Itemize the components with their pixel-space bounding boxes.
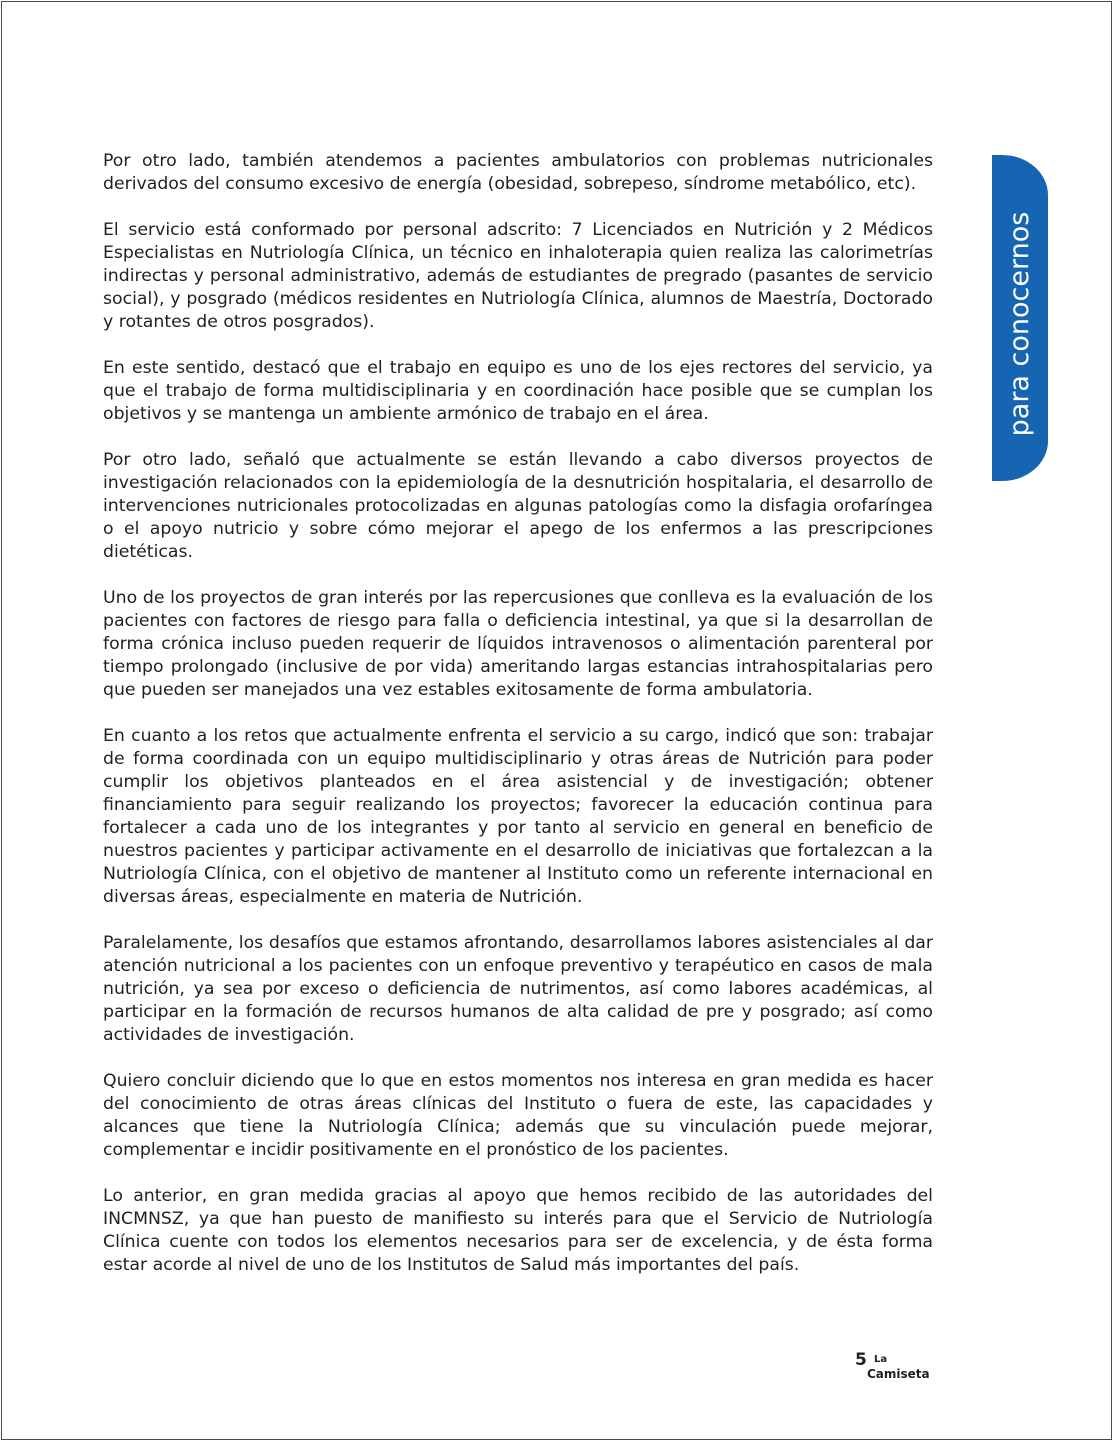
paragraph: En cuanto a los retos que actualmente enfrenta el servicio a su cargo, indicó que son: trabajar de forma coordinada con un equipo multidisciplinario y otras áreas de Nutrición para poder cumplir los objetivos planteados en el área asistencial y de investigación; obtener financiamiento para seguir realizando los proyectos; favorecer la educación continua para fortalecer a cada uno de los integrantes y por tanto al servicio en general en beneficio de nuestros pacientes y participar activamente en el desarrollo de iniciativas que fortalezcan a la Nutriología Clínica, con el objetivo de mantener al Instituto como un referente internacional en diversas áreas, especialmente en materia de Nutrición. (103, 726, 933, 907)
publication-name: Camiseta (867, 1367, 930, 1381)
paragraph: Quiero concluir diciendo que lo que en estos momentos nos interesa en gran medida es hacer del conocimiento de otras áreas clínicas del Instituto o fuera de este, las capacidades y alcances que tiene la Nutriología Clínica; además que su vinculación puede mejorar, complementar e incidir positivamente en el pronóstico de los pacientes. (103, 1071, 933, 1160)
paragraph: Por otro lado, también atendemos a pacientes ambulatorios con problemas nutricionales derivados del consumo excesivo de energía (obesidad, sobrepeso, síndrome metabólico, etc). (103, 151, 933, 194)
page-footer (855, 1350, 935, 1384)
paragraph: Lo anterior, en gran medida gracias al apoyo que hemos recibido de las autoridades del INCMNSZ, ya que han puesto de manifiesto su interés para que el Servicio de Nutriología Clínica cuente con todos los elementos necesarios para ser de excelencia, y de ésta forma estar acorde al nivel de uno de los Institutos de Salud más importantes del país. (103, 1186, 933, 1275)
paragraph: Paralelamente, los desafíos que estamos afrontando, desarrollamos labores asistenciales al dar atención nutricional a los pacientes con un enfoque preventivo y terapéutico en casos de mala nutrición, ya sea por exceso o deficiencia de nutrimentos, así como labores académicas, al participar en la formación de recursos humanos de alta calidad de pre y posgrado; así como actividades de investigación. (103, 933, 933, 1045)
publication-article: La (874, 1354, 888, 1365)
article-body (103, 150, 933, 1300)
paragraph: Por otro lado, señaló que actualmente se están llevando a cabo diversos proyectos de investigación relacionados con la epidemiología de la desnutrición hospitalaria, el desarrollo de intervenciones nutricionales protocolizadas en algunas patologías como la disfagia orofaríngea o el apoyo nutricio y sobre cómo mejorar el apego de los enfermos a las prescripciones dietéticas. (103, 450, 933, 562)
section-tab-label: para conocernos (1004, 211, 1035, 437)
page-number: 5 (855, 1350, 867, 1370)
paragraph: En este sentido, destacó que el trabajo en equipo es uno de los ejes rectores del servicio, ya que el trabajo de forma multidisciplinaria y en coordinación hace posible que se cumplan los objetivos y se mantenga un ambiente armónico de trabajo en el área. (103, 358, 933, 424)
paragraph: Uno de los proyectos de gran interés por las repercusiones que conlleva es la evaluación de los pacientes con factores de riesgo para falla o deficiencia intestinal, ya que si la desarrollan de forma crónica incluso pueden requerir de líquidos intravenosos o alimentación parenteral por tiempo prolongado (inclusive de por vida) ameritando largas estancias intrahospitalarias pero que pueden ser manejados una vez estables exitosamente de forma ambulatoria. (103, 588, 933, 700)
paragraph: El servicio está conformado por personal adscrito: 7 Licenciados en Nutrición y 2 Médicos Especialistas en Nutriología Clínica, un técnico en inhaloterapia quien realiza las calorimetrías indirectas y personal administrativo, además de estudiantes de pregrado (pasantes de servicio social), y posgrado (médicos residentes en Nutriología Clínica, alumnos de Maestría, Doctorado y rotantes de otros posgrados). (103, 220, 933, 332)
